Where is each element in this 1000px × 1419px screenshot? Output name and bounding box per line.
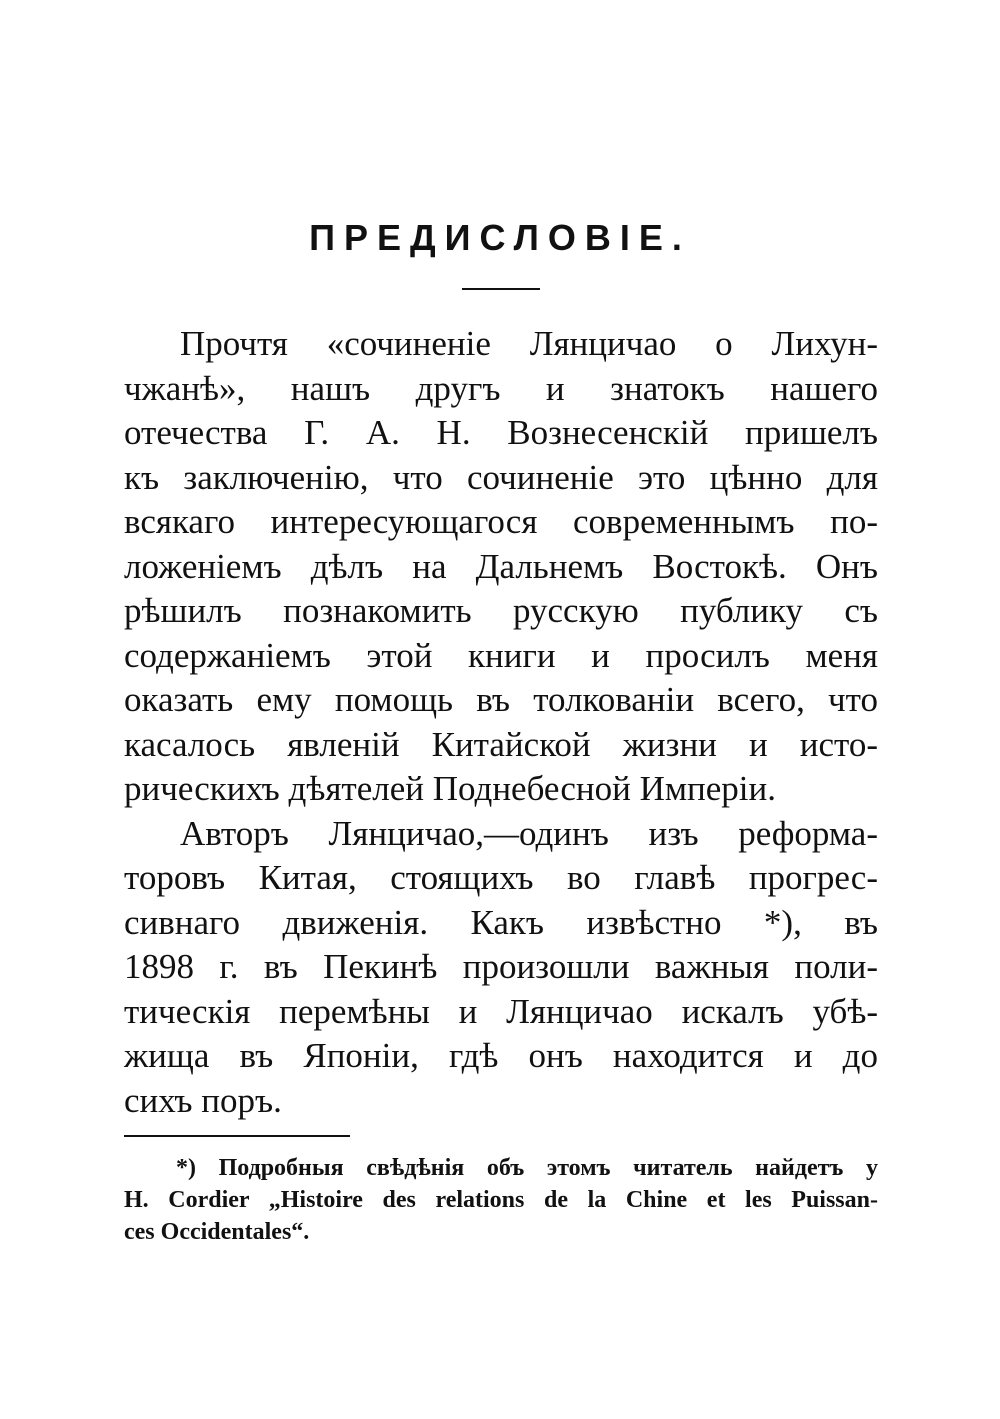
footnote-line: H. Cordier „Histoire des relations de la Chine et les Puissan- bbox=[124, 1187, 878, 1213]
paragraph-1-line: всякаго интересующагося современнымъ по- bbox=[124, 502, 878, 541]
footnote bbox=[124, 1152, 878, 1248]
paragraph-2-line: сихъ поръ. bbox=[124, 1080, 282, 1120]
paragraph-1-line: къ заключенію, что сочиненіе это цѣнно для bbox=[124, 457, 878, 497]
footnote-line: ces Occidentales“. bbox=[124, 1219, 310, 1245]
paragraph-2-line: Авторъ Лянцичао,—одинъ изъ реформа- bbox=[180, 813, 878, 853]
paragraph-1-line: содержаніемъ этой книги и просилъ меня bbox=[124, 635, 878, 675]
footnote-line: *) Подробныя свѣдѣнія объ этомъ читатель найдетъ у bbox=[176, 1155, 878, 1181]
paragraph-2-line: сивнаго движенія. Какъ извѣстно *), въ bbox=[124, 902, 878, 942]
paragraph-1-line: рѣшилъ познакомить русскую публику съ bbox=[124, 591, 878, 630]
paragraph-1-line: Прочтя «сочиненіе Лянцичао о Лихун- bbox=[180, 324, 878, 363]
paragraph-1-line: чжанѣ», нашъ другъ и знатокъ нашего bbox=[124, 368, 878, 408]
footnote-divider bbox=[124, 1135, 350, 1137]
paragraph-2-line: торовъ Китая, стоящихъ во главѣ прогрес- bbox=[124, 858, 878, 897]
paragraph-2-line: жища въ Японіи, гдѣ онъ находится и до bbox=[124, 1036, 878, 1075]
page-title: ПРЕДИСЛОВІЕ. bbox=[309, 217, 691, 258]
title-divider bbox=[462, 288, 540, 290]
paragraph-1-line: оказать ему помощь въ толкованіи всего, что bbox=[124, 680, 878, 719]
main-text bbox=[124, 322, 878, 1123]
paragraph-2-line: 1898 г. въ Пекинѣ произошли важныя поли- bbox=[124, 947, 878, 986]
paragraph-1-line: рическихъ дѣятелей Поднебесной Имперіи. bbox=[124, 769, 776, 808]
paragraph-1-line: ложеніемъ дѣлъ на Дальнемъ Востокѣ. Онъ bbox=[124, 546, 878, 586]
paragraph-2-line: тическія перемѣны и Лянцичао искалъ убѣ- bbox=[124, 991, 878, 1031]
paragraph-1-line: отечества Г. А. Н. Вознесенскій пришелъ bbox=[124, 413, 878, 452]
paragraph-1-line: касалось явленій Китайской жизни и исто- bbox=[124, 724, 878, 764]
